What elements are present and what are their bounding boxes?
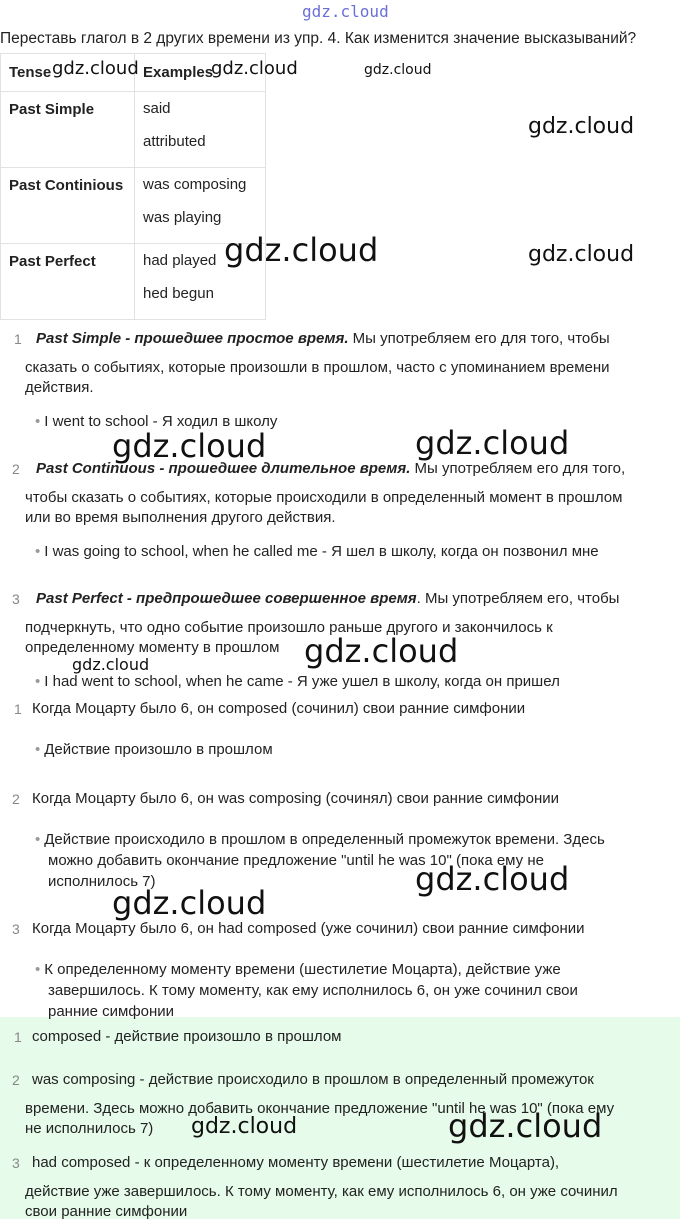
transform-note: • К определенному моменту времени (шестилетие Моцарта), действие уже завершилось. К тому моменту, как ему исполнилось 6, он уже сочинил свои ранние симфонии bbox=[35, 959, 675, 1022]
list-number: 3 bbox=[12, 1155, 20, 1171]
watermark: gdz.cloud bbox=[304, 632, 459, 670]
list-number: 2 bbox=[12, 791, 20, 807]
explanation-line: чтобы сказать о событиях, которые происходили в определенный момент в прошлом bbox=[25, 489, 623, 506]
answer-line: composed - действие произошло в прошлом bbox=[32, 1028, 342, 1045]
header-examples: Examples bbox=[135, 54, 266, 92]
watermark: gdz.cloud bbox=[112, 884, 267, 922]
explanation-line: определенному моменту в прошлом bbox=[25, 639, 280, 656]
list-number: 3 bbox=[12, 591, 20, 607]
example-text: I was going to school, when he called me - Я шел в школу, когда он позвонил мне bbox=[44, 543, 599, 560]
watermark: gdz.cloud bbox=[224, 231, 379, 269]
table-row bbox=[1, 92, 266, 168]
tense-cell: Past Simple bbox=[1, 92, 135, 168]
transform-note: • Действие произошло в прошлом bbox=[35, 741, 273, 758]
watermark: gdz.cloud bbox=[415, 860, 570, 898]
watermark: gdz.cloud bbox=[528, 242, 635, 267]
explanation-term: Past Continuous - прошедшее длительное время. bbox=[36, 460, 411, 477]
watermark: gdz.cloud bbox=[211, 58, 298, 79]
list-number: 2 bbox=[12, 1072, 20, 1088]
exercise-question: Переставь глагол в 2 других времени из упр. 4. Как изменится значение высказываний? bbox=[0, 30, 637, 47]
list-number: 2 bbox=[12, 461, 20, 477]
note-line: завершилось. К тому моменту, как ему исполнилось 6, он уже сочинил свои bbox=[48, 982, 578, 999]
example-word: was playing bbox=[143, 209, 222, 226]
answer-line: was composing - действие происходило в прошлом в определенный промежуток bbox=[32, 1071, 594, 1088]
example-text: I went to school - Я ходил в школу bbox=[44, 413, 278, 430]
watermark: gdz.cloud bbox=[364, 62, 432, 78]
example-text: I had went to school, when he came - Я уже ушел в школу, когда он пришел bbox=[44, 673, 560, 690]
answer-line: времени. Здесь можно добавить окончание предложение "until he was 10" (пока ему bbox=[25, 1100, 615, 1117]
example-bullet: • I had went to school, when he came - Я уже ушел в школу, когда он пришел bbox=[35, 673, 560, 690]
example-bullet: • I was going to school, when he called me - Я шел в школу, когда он позвонил мне bbox=[35, 543, 599, 560]
answer-line: не исполнилось 7) bbox=[25, 1120, 154, 1137]
list-number: 1 bbox=[14, 331, 22, 347]
answer-line: действие уже завершилось. К тому моменту, как ему исполнилось 6, он уже сочинил bbox=[25, 1183, 618, 1200]
explanation-line: сказать о событиях, которые произошли в прошлом, часто с упоминанием времени bbox=[25, 359, 610, 376]
note-line: Действие происходило в прошлом в определенный промежуток времени. Здесь bbox=[44, 831, 605, 848]
transform-note: • Действие происходило в прошлом в определенный промежуток времени. Здесь можно добавить окончание предложение "until he was 10" (пока ему не исполнилось 7) bbox=[35, 829, 675, 892]
watermark: gdz.cloud bbox=[191, 1114, 298, 1139]
watermark: gdz.cloud bbox=[72, 655, 150, 674]
header-tense: Tense bbox=[1, 54, 135, 92]
answer-line: had composed - к определенному моменту времени (шестилетие Моцарта), bbox=[32, 1154, 560, 1171]
watermark: gdz.cloud bbox=[528, 114, 635, 139]
explanation-line: или во время выполнения другого действия. bbox=[25, 509, 336, 526]
watermark: gdz.cloud bbox=[415, 424, 570, 462]
tense-cell: Past Continious bbox=[1, 168, 135, 244]
transform-sentence: Когда Моцарту было 6, он had composed (уже сочинил) свои ранние симфонии bbox=[32, 920, 585, 937]
note-line: исполнилось 7) bbox=[48, 873, 156, 890]
note-line: можно добавить окончание предложение "until he was 10" (пока ему не bbox=[48, 852, 544, 869]
examples-cell bbox=[135, 92, 266, 168]
explanation-term: Past Simple - прошедшее простое время. bbox=[36, 330, 349, 347]
explanation-text: Мы употребляем его для того, чтобы bbox=[348, 330, 610, 347]
transform-sentence: Когда Моцарту было 6, он was composing (сочинял) свои ранние симфонии bbox=[32, 790, 560, 807]
explanation-line: подчеркнуть, что одно событие произошло раньше другого и закончилось к bbox=[25, 619, 553, 636]
note-line: К определенному моменту времени (шестилетие Моцарта), действие уже bbox=[44, 961, 561, 978]
watermark-top: gdz.cloud bbox=[302, 2, 389, 21]
explanation-paragraph bbox=[36, 587, 676, 611]
watermark: gdz.cloud bbox=[52, 58, 139, 79]
explanation-line: действия. bbox=[25, 379, 94, 396]
explanation-paragraph bbox=[36, 327, 676, 351]
note-line: ранние симфонии bbox=[48, 1003, 175, 1020]
note-line: Действие произошло в прошлом bbox=[44, 741, 273, 758]
example-word: had played bbox=[143, 252, 217, 269]
list-number: 1 bbox=[14, 701, 22, 717]
explanation-continuation bbox=[25, 358, 675, 398]
explanation-text: . Мы употребляем его, чтобы bbox=[416, 590, 620, 607]
example-bullet: • I went to school - Я ходил в школу bbox=[35, 413, 278, 430]
example-word: said bbox=[143, 100, 171, 117]
explanation-term: Past Perfect - предпрошедшее совершенное время bbox=[36, 590, 417, 607]
explanation-text: Мы употребляем его для того, bbox=[410, 460, 626, 477]
example-word: attributed bbox=[143, 133, 206, 150]
example-word: was composing bbox=[143, 176, 247, 193]
tense-cell: Past Perfect bbox=[1, 244, 135, 320]
list-number: 1 bbox=[14, 1029, 22, 1045]
example-word: hed begun bbox=[143, 285, 214, 302]
answer-line: свои ранние симфонии bbox=[25, 1203, 188, 1220]
answer-continuation bbox=[25, 1182, 680, 1222]
watermark: gdz.cloud bbox=[112, 427, 267, 465]
watermark: gdz.cloud bbox=[448, 1107, 603, 1145]
transform-sentence: Когда Моцарту было 6, он composed (сочинил) свои ранние симфонии bbox=[32, 700, 526, 717]
tenses-table bbox=[0, 53, 266, 320]
list-number: 3 bbox=[12, 921, 20, 937]
explanation-continuation bbox=[25, 488, 680, 528]
